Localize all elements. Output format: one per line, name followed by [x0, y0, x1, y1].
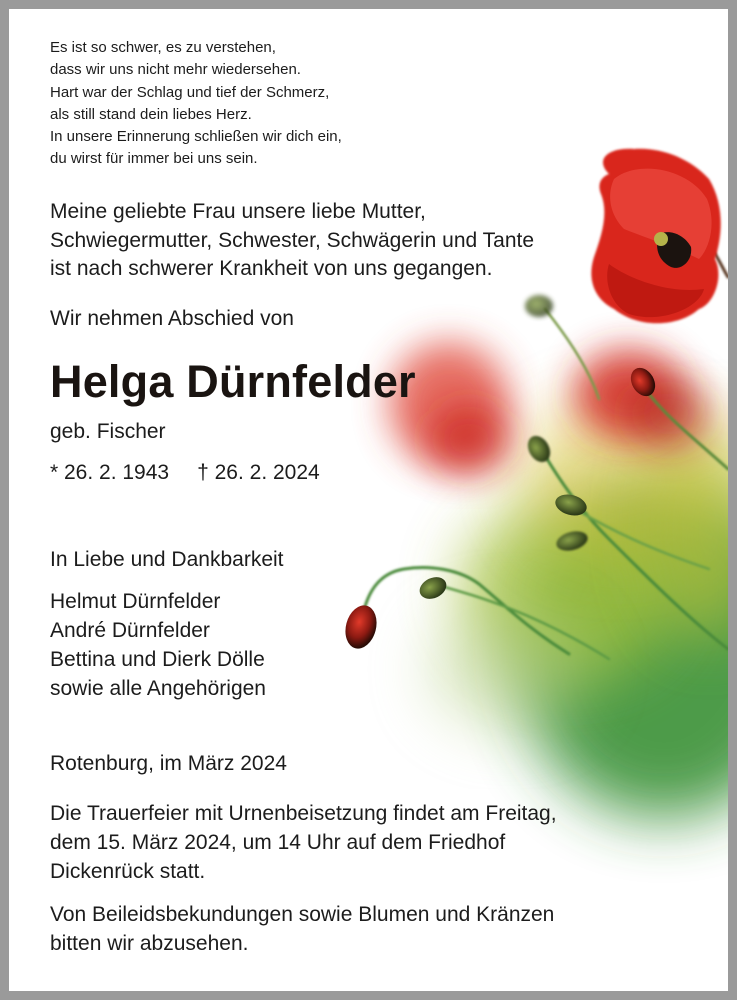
poem-line: dass wir uns nicht mehr wiedersehen. — [50, 61, 301, 79]
life-dates — [50, 459, 320, 487]
poem-line: als still stand dein liebes Herz. — [50, 105, 252, 123]
mourner: André Dürnfelder — [50, 619, 210, 642]
place-and-date: Rotenburg, im März 2024 — [50, 752, 287, 775]
mourners-list — [50, 587, 266, 703]
funeral-info — [50, 799, 557, 886]
intro-line: ist nach schwerer Krankheit von uns gegangen. — [50, 257, 493, 280]
funeral-line: Dickenrück statt. — [50, 860, 206, 883]
funeral-line: dem 15. März 2024, um 14 Uhr auf dem Friedhof — [50, 831, 506, 854]
request-line: bitten wir abzusehen. — [50, 932, 249, 955]
memorial-poem — [50, 37, 342, 171]
funeral-line: Die Trauerfeier mit Urnenbeisetzung findet am Freitag, — [50, 802, 557, 825]
farewell-line: Wir nehmen Abschied von — [50, 307, 294, 330]
intro-line: Schwiegermutter, Schwester, Schwägerin und Tante — [50, 228, 535, 252]
poem-line: du wirst für immer bei uns sein. — [50, 150, 258, 168]
obituary-card — [9, 9, 728, 991]
poem-line: In unsere Erinnerung schließen wir dich ein, — [50, 128, 342, 146]
poem-line: Es ist so schwer, es zu verstehen, — [50, 39, 276, 56]
dedication: In Liebe und Dankbarkeit — [50, 548, 284, 571]
mourner: sowie alle Angehörigen — [50, 677, 266, 700]
mourner: Bettina und Dierk Dölle — [50, 648, 265, 671]
birth-name: geb. Fischer — [50, 420, 166, 443]
intro-line: Meine geliebte Frau unsere liebe Mutter, — [50, 200, 426, 223]
condolence-request — [50, 900, 554, 958]
announcement-intro — [50, 198, 534, 284]
deceased-name: Helga Dürnfelder — [50, 356, 416, 407]
mourner: Helmut Dürnfelder — [50, 590, 221, 613]
request-line: Von Beileidsbekundungen sowie Blumen und Kränzen — [50, 903, 555, 926]
poem-line: Hart war der Schlag und tief der Schmerz, — [50, 83, 330, 101]
death-date: † 26. 2. 2024 — [197, 461, 320, 484]
birth-date: * 26. 2. 1943 — [50, 461, 170, 484]
